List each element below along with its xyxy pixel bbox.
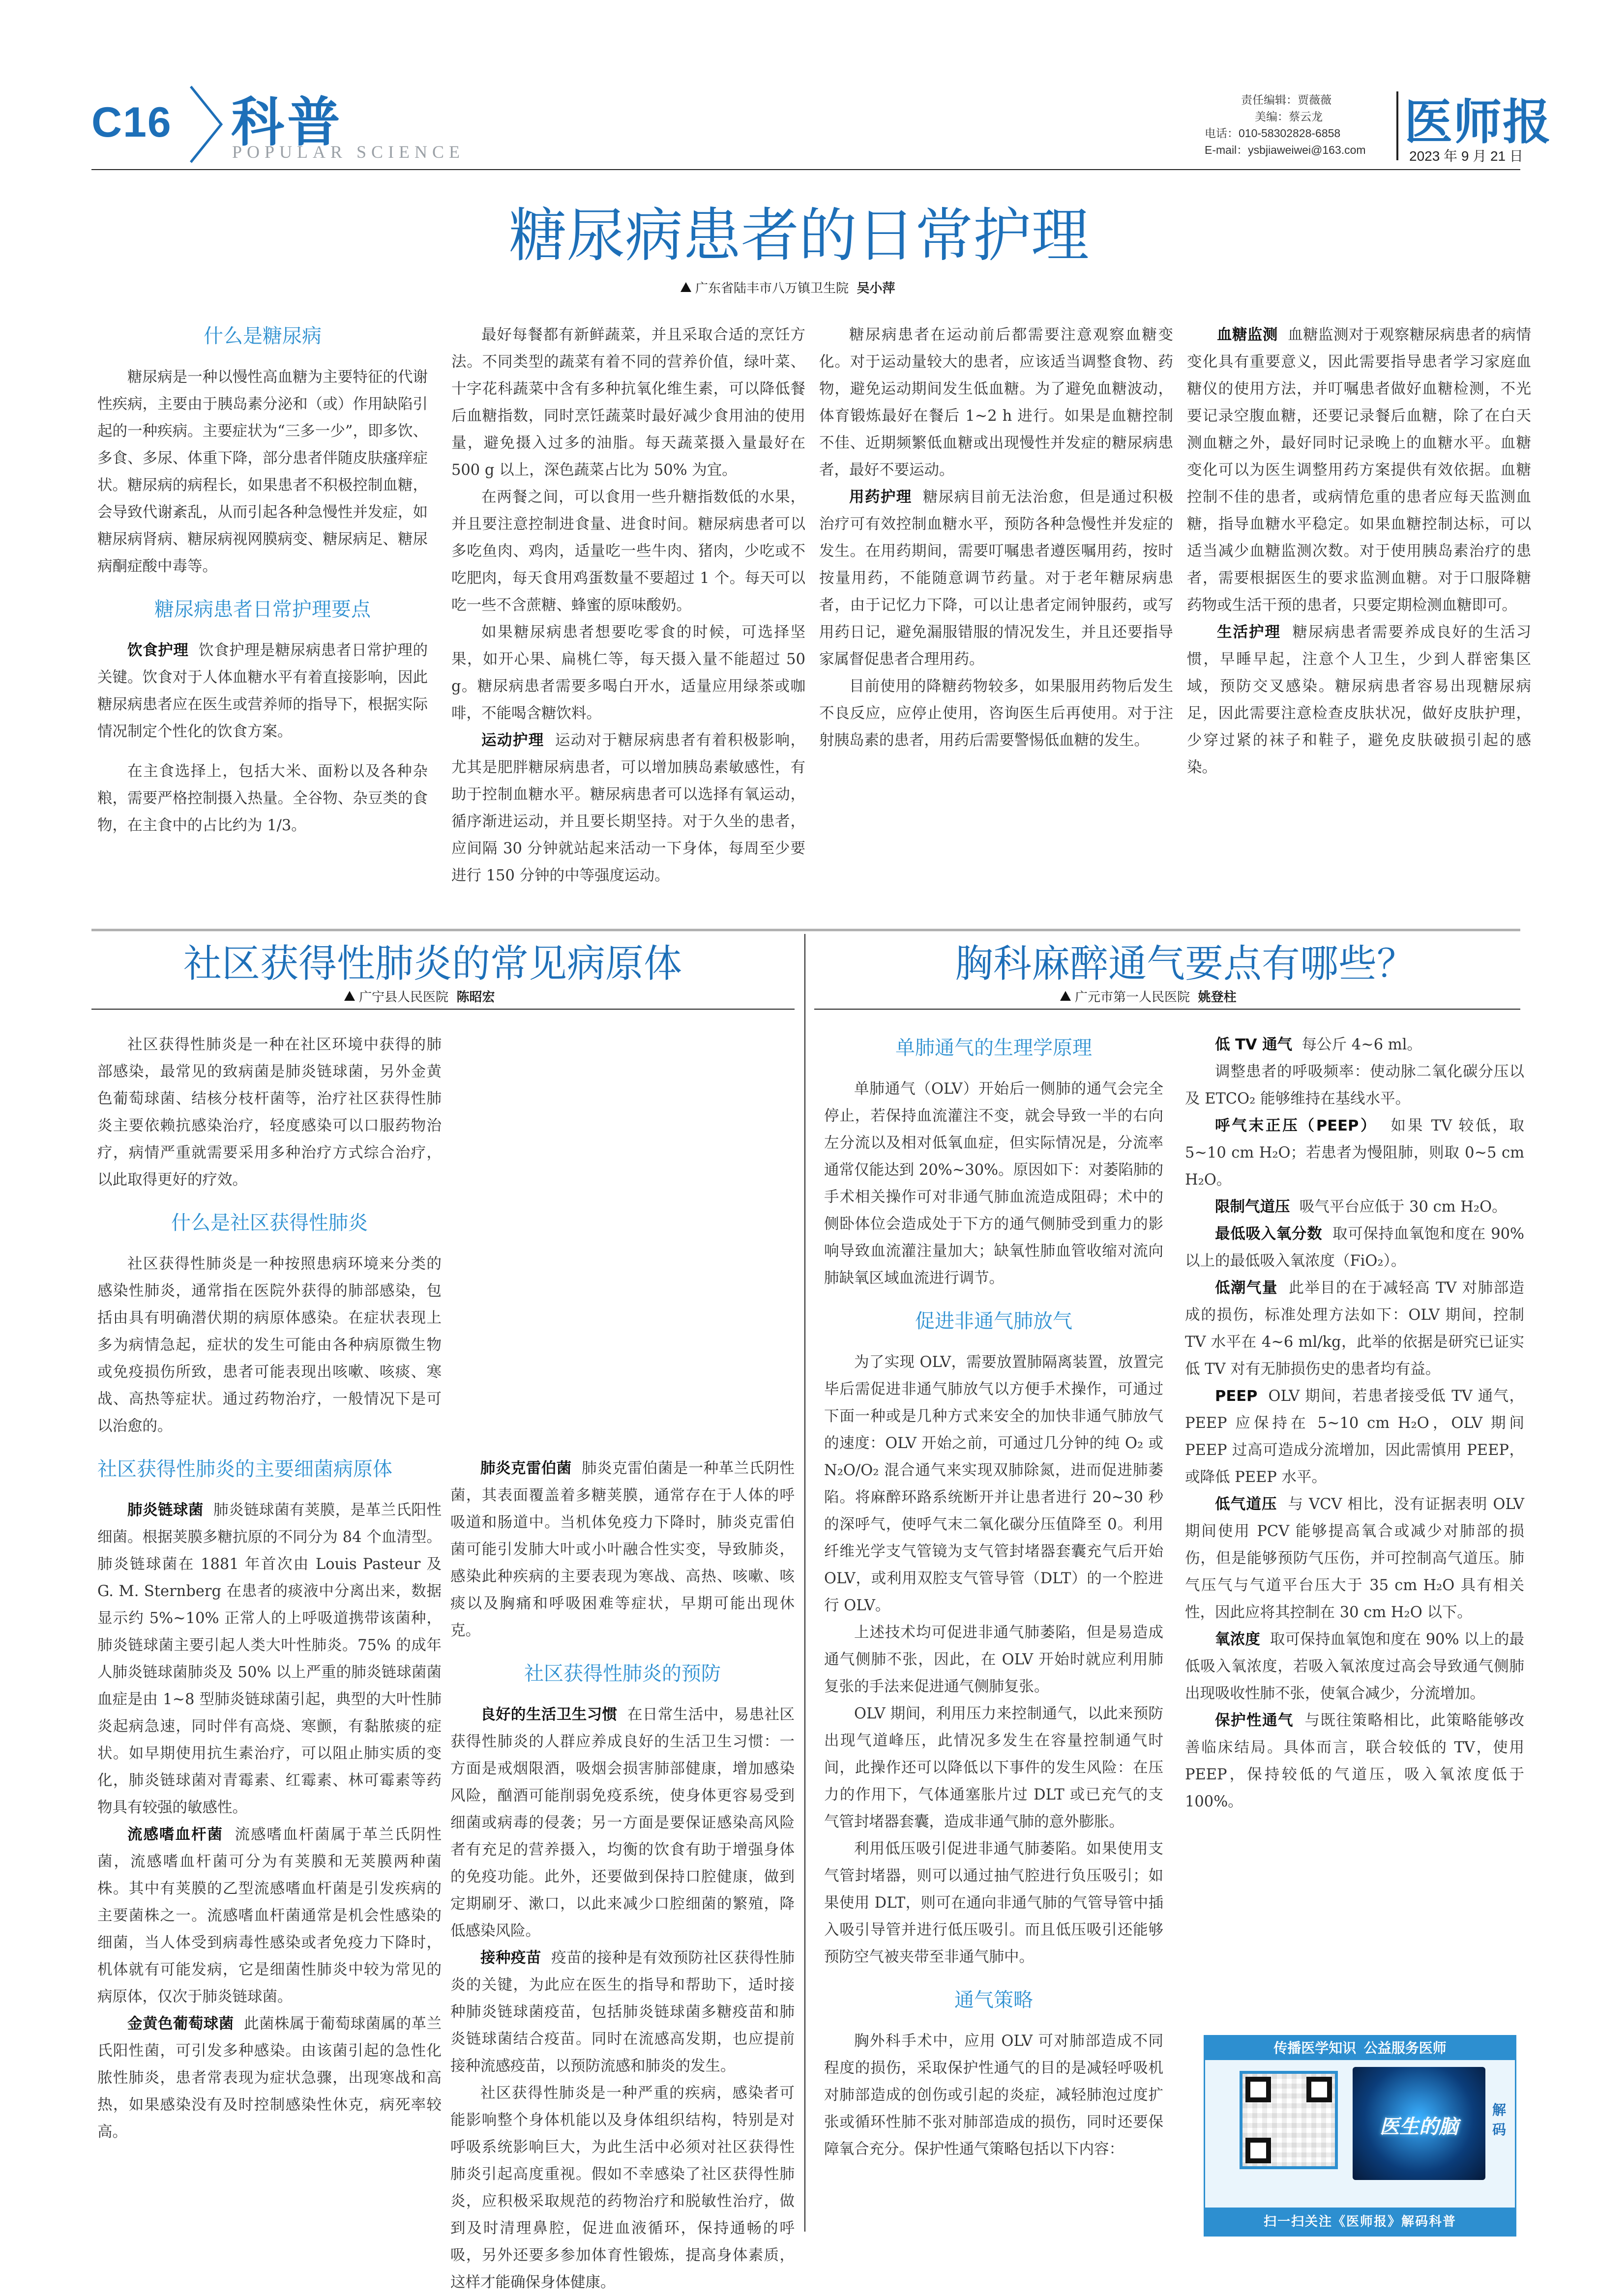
- text: 肺炎链球菌有荚膜，是革兰氏阳性细菌。根据荚膜多糖抗原的不同分为 84 个血清型。肺炎链球菌在 1881 年首次由 Louis Pasteur 及 G. M. Sternberg 在患者的痰液中分离出来，数据显示约 5%~10% 正常人的上呼吸道携带该菌种，肺炎链球菌主要引起人类大叶性肺炎。75% 的成年人肺炎链球菌肺炎及 50% 以上严重的肺炎链球菌菌血症是由 1~8 型肺炎链球菌引起，典型的大叶性肺炎起病急速，同时伴有高烧、寒颤，有黏脓痰的症状。如早期使用抗生素治疗，可以阻止肺实质的变化，肺炎链球菌对青霉素、红霉素、林可霉素等药物具有较强的敏感性。: [97, 1502, 442, 1816]
- text: 吸气平台应低于 30 cm H₂O。: [1299, 1198, 1507, 1216]
- paragraph: 利用低压吸引促进非通气肺萎陷。如果使用支气管封堵器，则可以通过抽气腔进行负压吸引；如果使用 DLT，则可在通向非通气肺的气管导管中插入吸引导管并进行低压吸引。而且低压吸引还能够预防空气被夹带至非通气肺中。: [824, 1840, 1163, 1966]
- header-bottom-rule: [91, 169, 1520, 170]
- keyword: 肺炎克雷伯菌: [480, 1460, 572, 1477]
- header-vertical-rule: [1396, 91, 1398, 160]
- article3-byline: [1060, 987, 1237, 1005]
- editor-line: 责任编辑：贾薇薇: [1241, 93, 1331, 106]
- a2-heading-what: 什么是社区获得性肺炎: [171, 1212, 368, 1234]
- promo-box: [1204, 2035, 1516, 2237]
- keyword: 限制气道压: [1215, 1198, 1290, 1216]
- byline-author: 姚登柱: [1198, 990, 1237, 1005]
- text: 肺炎克雷伯菌是一种革兰氏阴性菌，其表面覆盖着多糖荚膜，通常存在于人体的呼吸道和肠道中。当机体免疫力下降时，肺炎克雷伯菌可能引发肺大叶或小叶融合性实变，导致肺炎，感染此种疾病的主要表现为寒战、高热、咳嗽、咳痰以及胸痛和呼吸困难等症状，早期可能出现休克。: [450, 1460, 795, 1639]
- a3-heading-physiology: 单肺通气的生理学原理: [895, 1037, 1092, 1059]
- paragraph: [1185, 1626, 1524, 1707]
- text: 取可保持血氧饱和度在 90% 以上的最低吸入氧浓度，若吸入氧浓度过高会导致通气侧肺出现吸收性肺不张，使氧合减少，分流增加。: [1185, 1631, 1525, 1702]
- keyword: 保护性通气: [1215, 1712, 1294, 1729]
- section-subtitle: POPULAR SCIENCE: [232, 142, 465, 162]
- keyword: 金黄色葡萄球菌: [127, 2015, 234, 2033]
- keyword: PEEP: [1215, 1388, 1258, 1405]
- qr-finder-tl: [1245, 2077, 1271, 2102]
- byline-org: 广元市第一人民医院: [1075, 990, 1190, 1005]
- keyword: 用药护理: [849, 489, 912, 506]
- article2-title-rule: [91, 1009, 795, 1010]
- article1-title: 糖尿病患者的日常护理: [508, 202, 1089, 269]
- phone-line: 电话：010-58302828-6858: [1205, 127, 1341, 140]
- paragraph: [450, 1945, 795, 2080]
- text: OLV 期间，若患者接受低 TV 通气，PEEP 应保持在 5~10 cm H₂O，OLV 期间 PEEP 过高可造成分流增加，因此需慎用 PEEP，或降低 PEEP 水平。: [1185, 1388, 1524, 1486]
- video-thumbnail[interactable]: [1353, 2067, 1485, 2180]
- paragraph: [1185, 1193, 1524, 1221]
- paragraph: 上述技术均可促进非通气肺萎陷，但是易造成通气侧肺不张，因此，在 OLV 开始时就应利用肺复张的手法来促进通气侧肺复张。: [824, 1624, 1163, 1695]
- a2-col2: [450, 1022, 795, 2291]
- promo-footer: 扫一扫关注《医师报》解码科普: [1205, 2208, 1515, 2235]
- text: 与既往策略相比，此策略能够改善临床结局。具体而言，联合较低的 TV，使用 PEEP，保持较低的气道压，吸入氧浓度低于 100%。: [1185, 1712, 1525, 1810]
- paragraph: [1185, 1383, 1524, 1491]
- paragraph: 为了实现 OLV，需要放置肺隔离装置，放置完毕后需促进非通气肺放气以方便手术操作，可通过下面一种或是几种方式来安全的加快非通气肺放气的速度：OLV 开始之前，可通过几分钟的纯 O₂ 或 N₂O/O₂ 混合通气来实现双肺除氮，进而促进肺萎陷。将麻醉环路系统断开并让患者进行 20~30 秒的深呼气，使呼气末二氧化碳分压值降至 0。利用纤维光学支气管镜为支气管封堵器套囊充气后开始 OLV，或利用双腔支气管导管（DLT）的一个腔进行 OLV。: [824, 1354, 1163, 1614]
- triangle-icon: [344, 991, 355, 1001]
- a2-col1: [97, 1022, 442, 2222]
- a2-heading-prevention: 社区获得性肺炎的预防: [524, 1662, 721, 1685]
- keyword: 呼气末正压（PEEP）: [1215, 1117, 1378, 1134]
- paragraph: 胸外科手术中，应用 OLV 可对肺部造成不同程度的损伤，采取保护性通气的目的是减轻呼吸机对肺部造成的创伤或引起的炎症，减轻肺泡过度扩张或循环性肺不张对肺部造成的损伤，同时还要保障氧合充分。保护性通气策略包括以下内容：: [824, 2033, 1163, 2158]
- keyword: 氧浓度: [1215, 1631, 1261, 1648]
- a1-col3: [819, 315, 1173, 924]
- text: 如果 TV 较低，取 5~10 cm H₂O；若患者为慢阻肺，则取 0~5 cm H₂O。: [1185, 1117, 1525, 1189]
- text: 此举目的在于减轻高 TV 对肺部造成的损伤，标准处理方法如下：OLV 期间，控制 TV 水平在 4~6 ml/kg，此举的依据是研究已证实低 TV 对有无肺损伤史的患者均有益。: [1185, 1279, 1525, 1378]
- a2-heading-pathogens: 社区获得性肺炎的主要细菌病原体: [97, 1458, 392, 1481]
- paragraph: [450, 1701, 795, 1945]
- a1-heading-care: 糖尿病患者日常护理要点: [154, 598, 371, 621]
- email-line: E-mail：ysbjiaweiwei@163.com: [1205, 144, 1366, 156]
- promo-header: 传播医学知识 公益服务医师: [1205, 2036, 1515, 2060]
- paragraph: [451, 727, 805, 889]
- qr-finder-tr: [1306, 2077, 1332, 2102]
- text: 糖尿病患者需要养成良好的生活习惯，早睡早起，注意个人卫生，少到人群密集区域，预防交叉感染。糖尿病患者容易出现糖尿病足，因此需要注意检查皮肤状况，做好皮肤护理，少穿过紧的袜子和鞋子，避免皮肤破损引起的感染。: [1187, 624, 1532, 776]
- paragraph: [1187, 619, 1531, 781]
- paragraph: 糖尿病是一种以慢性高血糖为主要特征的代谢性疾病，主要由于胰岛素分泌和（或）作用缺陷引起的一种疾病。主要症状为“三多一少”，即多饮、多食、多尿、体重下降，部分患者伴随皮肤瘙痒症状。糖尿病的病程长，如果患者不积极控制血糖，会导致代谢紊乱，从而引起各种急慢性并发症，如糖尿病肾病、糖尿病视网膜病变、糖尿病足、糖尿病酮症酸中毒等。: [97, 369, 428, 575]
- paragraph: 糖尿病患者在运动前后都需要注意观察血糖变化。对于运动量较大的患者，应该适当调整食物、药物，避免运动期间发生低血糖。为了避免血糖波动，体育锻炼最好在餐后 1~2 h 进行。如果是血糖控制不佳、近期频繁低血糖或出现慢性并发症的糖尿病患者，最好不要运动。: [819, 326, 1173, 479]
- art-editor-line: 美编：蔡云龙: [1255, 110, 1323, 123]
- paragraph: [97, 637, 428, 745]
- text: 运动对于糖尿病患者有着积极影响，尤其是肥胖糖尿病患者，可以增加胰岛素敏感性，有助于控制血糖水平。糖尿病患者可以选择有氧运动，循序渐进运动，并且要长期坚持。对于久坐的患者，应间隔 30 分钟就站起来活动一下身体，每周至少要进行 150 分钟的中等强度运动。: [451, 732, 806, 884]
- paragraph: 社区获得性肺炎是一种严重的疾病，感染者可能影响整个身体机能以及身体组织结构，特别是对呼吸系统影响巨大，为此生活中必须对社区获得性肺炎引起高度重视。假如不幸感染了社区获得性肺炎，应积极采取规范的药物治疗和脱敏性治疗，做到及时清理鼻腔，促进血液循环，保持通畅的呼吸，另外还要多参加体育性锻炼，提高身体素质，这样才能确保身体健康。: [450, 2085, 795, 2291]
- paragraph: 社区获得性肺炎是一种在社区环境中获得的肺部感染，最常见的致病菌是肺炎链球菌，另外金黄色葡萄球菌、结核分枝杆菌等，治疗社区获得性肺炎主要依赖抗感染治疗，轻度感染可以口服药物治疗，病情严重就需要采用多种治疗方式综合治疗，以此取得更好的疗效。: [97, 1036, 442, 1189]
- a1-col2: [451, 315, 805, 924]
- text: 每公斤 4~6 ml。: [1301, 1036, 1422, 1053]
- text: 此菌株属于葡萄球菌属的革兰氏阳性菌，可引发多种感染。由该菌引起的急性化脓性肺炎，患者常表现为症状急骤，出现寒战和高热，如果感染没有及时控制感染性休克，病死率较高。: [97, 2015, 442, 2141]
- paragraph: [97, 1821, 442, 2010]
- triangle-icon: [1060, 991, 1071, 1001]
- a3-col1: [824, 1022, 1163, 2222]
- text: 疫苗的接种是有效预防社区获得性肺炎的关键，为此应在医生的指导和帮助下，适时接种肺炎链球菌疫苗，包括肺炎链球菌多糖疫苗和肺炎链球菌结合疫苗。同时在流感高发期，也应提前接种流感疫苗，以预防流感和肺炎的发生。: [450, 1949, 795, 2075]
- triangle-icon: [680, 282, 691, 292]
- paragraph: [450, 1455, 795, 1644]
- text: 血糖监测对于观察糖尿病患者的病情变化具有重要意义，因此需要指导患者学习家庭血糖仪的使用方法，并叮嘱患者做好血糖检测，不光要记录空腹血糖，还要记录餐后血糖，除了在白天测血糖之外，最好同时记录晚上的血糖水平。血糖变化可以为医生调整用药方案提供有效依据。血糖控制不佳的患者，或病情危重的患者应每天监测血糖，指导血糖水平稳定。如果血糖控制达标，可以适当减少血糖监测次数。对于使用胰岛素治疗的患者，需要根据医生的要求监测血糖。对于口服降糖药物或生活干预的患者，只要定期检测血糖即可。: [1187, 326, 1532, 614]
- paragraph: [1187, 321, 1531, 619]
- keyword: 肺炎链球菌: [127, 1502, 204, 1519]
- paragraph: [1185, 1491, 1524, 1626]
- paragraph: [1185, 1275, 1524, 1383]
- chevron-divider: [187, 83, 226, 166]
- text: 糖尿病目前无法治愈，但是通过积极治疗可有效控制血糖水平，预防各种急慢性并发症的发生。在用药期间，需要叮嘱患者遵医嘱用药，按时按量用药，不能随意调节药量。对于老年糖尿病患者，由于记忆力下降，可以让患者定闹钟服药，或写用药日记，避免漏服错服的情况发生，并且还要指导家属督促患者合理用药。: [819, 489, 1174, 668]
- a3-col2: [1185, 1022, 1524, 2010]
- text: 饮食护理是糖尿病患者日常护理的关键。饮食对于人体血糖水平有着直接影响，因此糖尿病患者应在医生或营养师的指导下，根据实际情况制定个性化的饮食方案。: [97, 642, 428, 740]
- keyword: 低气道压: [1215, 1496, 1277, 1513]
- article3-title: 胸科麻醉通气要点有哪些？: [954, 942, 1415, 986]
- a3-heading-strategy: 通气策略: [954, 1989, 1033, 2011]
- keyword: 良好的生活卫生习惯: [480, 1706, 618, 1723]
- text: 流感嗜血杆菌属于革兰氏阴性菌，流感嗜血杆菌可分为有荚膜和无荚膜两种菌株。其中有荚膜的乙型流感嗜血杆菌是引发疾病的主要菌株之一。流感嗜血杆菌通常是机会性感染的细菌，当人体受到病毒性感染或者免疫力下降时，机体就有可能发病，它是细菌性肺炎中较为常见的病原体，仅次于肺炎链球菌。: [97, 1826, 442, 2005]
- a1-heading-what: 什么是糖尿病: [204, 325, 322, 348]
- issue-date: 2023 年 9 月 21 日: [1409, 148, 1523, 164]
- paragraph: 在两餐之间，可以食用一些升糖指数低的水果，并且要注意控制进食量、进食时间。糖尿病患者可以多吃鱼肉、鸡肉，适量吃一些牛肉、猪肉，少吃或不吃肥肉，每天食用鸡蛋数量不要超过 1 个。每天可以吃一些不含蔗糖、蜂蜜的原味酸奶。: [451, 489, 805, 614]
- paragraph: 目前使用的降糖药物较多，如果服用药物后发生不良反应，应停止使用，咨询医生后再使用。对于注射胰岛素的患者，用药后需要警惕低血糖的发生。: [819, 678, 1173, 749]
- section-divider: [91, 929, 1520, 931]
- paragraph: [819, 484, 1173, 673]
- keyword: 接种疫苗: [480, 1949, 541, 1967]
- section-title: 科普: [231, 92, 344, 152]
- a1-col4: [1187, 315, 1531, 924]
- a3-heading-deflation: 促进非通气肺放气: [915, 1310, 1072, 1333]
- paragraph: 在主食选择上，包括大米、面粉以及各种杂粮，需要严格控制摄入热量。全谷物、杂豆类的食物，在主食中的占比约为 1/3。: [97, 763, 428, 834]
- page-number: C16: [91, 99, 172, 146]
- promo-side-text: 解码: [1492, 2102, 1507, 2137]
- text: 在日常生活中，易患社区获得性肺炎的人群应养成良好的生活卫生习惯：一方面是戒烟限酒，吸烟会损害肺部健康，增加感染风险，酗酒可能削弱免疫系统，使身体更容易受到细菌或病毒的侵袭；另一方面是要保证感染高风险者有充足的营养摄入，均衡的饮食有助于增强身体的免疫功能。此外，还要做到保持口腔健康，做到定期刷牙、漱口，以此来减少口腔细菌的繁殖，降低感染风险。: [450, 1706, 795, 1940]
- paragraph: [1185, 1031, 1524, 1058]
- byline-org: 广宁县人民医院: [359, 990, 449, 1005]
- paragraph: OLV 期间，利用压力来控制通气，以此来预防出现气道峰压，此情况多发生在容量控制通气时间，此操作还可以降低以下事件的发生风险：在压力的作用下，气体通塞胀片过 DLT 或已充气的支气管封堵器套囊，造成非通气肺的意外膨胀。: [824, 1705, 1163, 1831]
- paper-logo: 医师报: [1404, 95, 1552, 149]
- keyword: 饮食护理: [127, 642, 189, 659]
- byline-author: 吴小萍: [857, 281, 895, 296]
- keyword: 低潮气量: [1215, 1279, 1278, 1297]
- paragraph: 单肺通气（OLV）开始后一侧肺的通气会完全停止，若保持血流灌注不变，就会导致一半的右向左分流以及相对低氧血症，但实际情况是，分流率通常仅能达到 20%~30%。原因如下：对萎陷肺的手术相关操作可对非通气肺血流造成阻碍；术中的侧卧体位会造成处于下方的通气侧肺受到重力的影响导致血流灌注量加大；缺氧性肺血管收缩对流向肺缺氧区域血流进行调节。: [824, 1080, 1163, 1287]
- paragraph: [97, 2010, 442, 2146]
- keyword: 生活护理: [1217, 624, 1281, 641]
- keyword: 血糖监测: [1217, 326, 1278, 344]
- article2-title: 社区获得性肺炎的常见病原体: [183, 942, 682, 986]
- paragraph: 最好每餐都有新鲜蔬菜，并且采取合适的烹饪方法。不同类型的蔬菜有着不同的营养价值，绿叶菜、十字花科蔬菜中含有多种抗氧化维生素，可以降低餐后血糖指数，同时烹饪蔬菜时最好减少食用油的使用量，避免摄入过多的油脂。每天蔬菜摄入量最好在 500 g 以上，深色蔬菜占比为 50% 为宜。: [451, 326, 805, 479]
- keyword: 低 TV 通气: [1215, 1036, 1293, 1053]
- keyword: 运动护理: [481, 732, 544, 749]
- paragraph: 社区获得性肺炎是一种按照患病环境来分类的感染性肺炎，通常指在医院外获得的肺部感染，包括由具有明确潜伏期的病原体感染。在症状表现上多为病情急起，症状的发生可能由各种病原微生物或免疫损伤所致，患者可能表现出咳嗽、咳痰、寒战、高热等症状。通过药物治疗，一般情况下是可以治愈的。: [97, 1255, 442, 1435]
- byline-org: 广东省陆丰市八万镇卫生院: [695, 281, 849, 296]
- paragraph: 如果糖尿病患者想要吃零食的时候，可选择坚果，如开心果、扁桃仁等，每天摄入量不能超过 50 g。糖尿病患者需要多喝白开水，适量应用绿茶或咖啡，不能喝含糖饮料。: [451, 624, 805, 722]
- qr-finder-bl: [1245, 2138, 1271, 2163]
- qr-code[interactable]: [1240, 2071, 1338, 2169]
- keyword: 流感嗜血杆菌: [127, 1826, 224, 1843]
- paragraph: [1185, 1707, 1524, 1815]
- text: 取可保持血氧饱和度在 90% 以上的最低吸入氧浓度（FiO₂）。: [1185, 1225, 1525, 1270]
- video-label: 医生的脑: [1380, 2116, 1458, 2138]
- column-separator: [804, 934, 805, 2232]
- keyword: 最低吸入氧分数: [1215, 1225, 1323, 1243]
- paragraph: [97, 1497, 442, 1821]
- article2-byline: [344, 987, 495, 1005]
- article3-title-rule: [814, 1009, 1520, 1010]
- paragraph: [1185, 1221, 1524, 1275]
- editor-info: [1205, 91, 1391, 158]
- article1-byline: [680, 278, 895, 296]
- byline-author: 陈昭宏: [456, 990, 495, 1005]
- paragraph: 调整患者的呼吸频率：使动脉二氧化碳分压以及 ETCO₂ 能够维持在基线水平。: [1185, 1063, 1524, 1107]
- text: 与 VCV 相比，没有证据表明 OLV 期间使用 PCV 能够提高氧合或减少对肺部的损伤，但是能够预防气压伤，并可控制高气道压。肺气压气与气道平台压大于 35 cm H₂O 具有相关性，因此应将其控制在 30 cm H₂O 以下。: [1185, 1496, 1525, 1621]
- a1-col1: [97, 315, 428, 924]
- paragraph: [1185, 1112, 1524, 1193]
